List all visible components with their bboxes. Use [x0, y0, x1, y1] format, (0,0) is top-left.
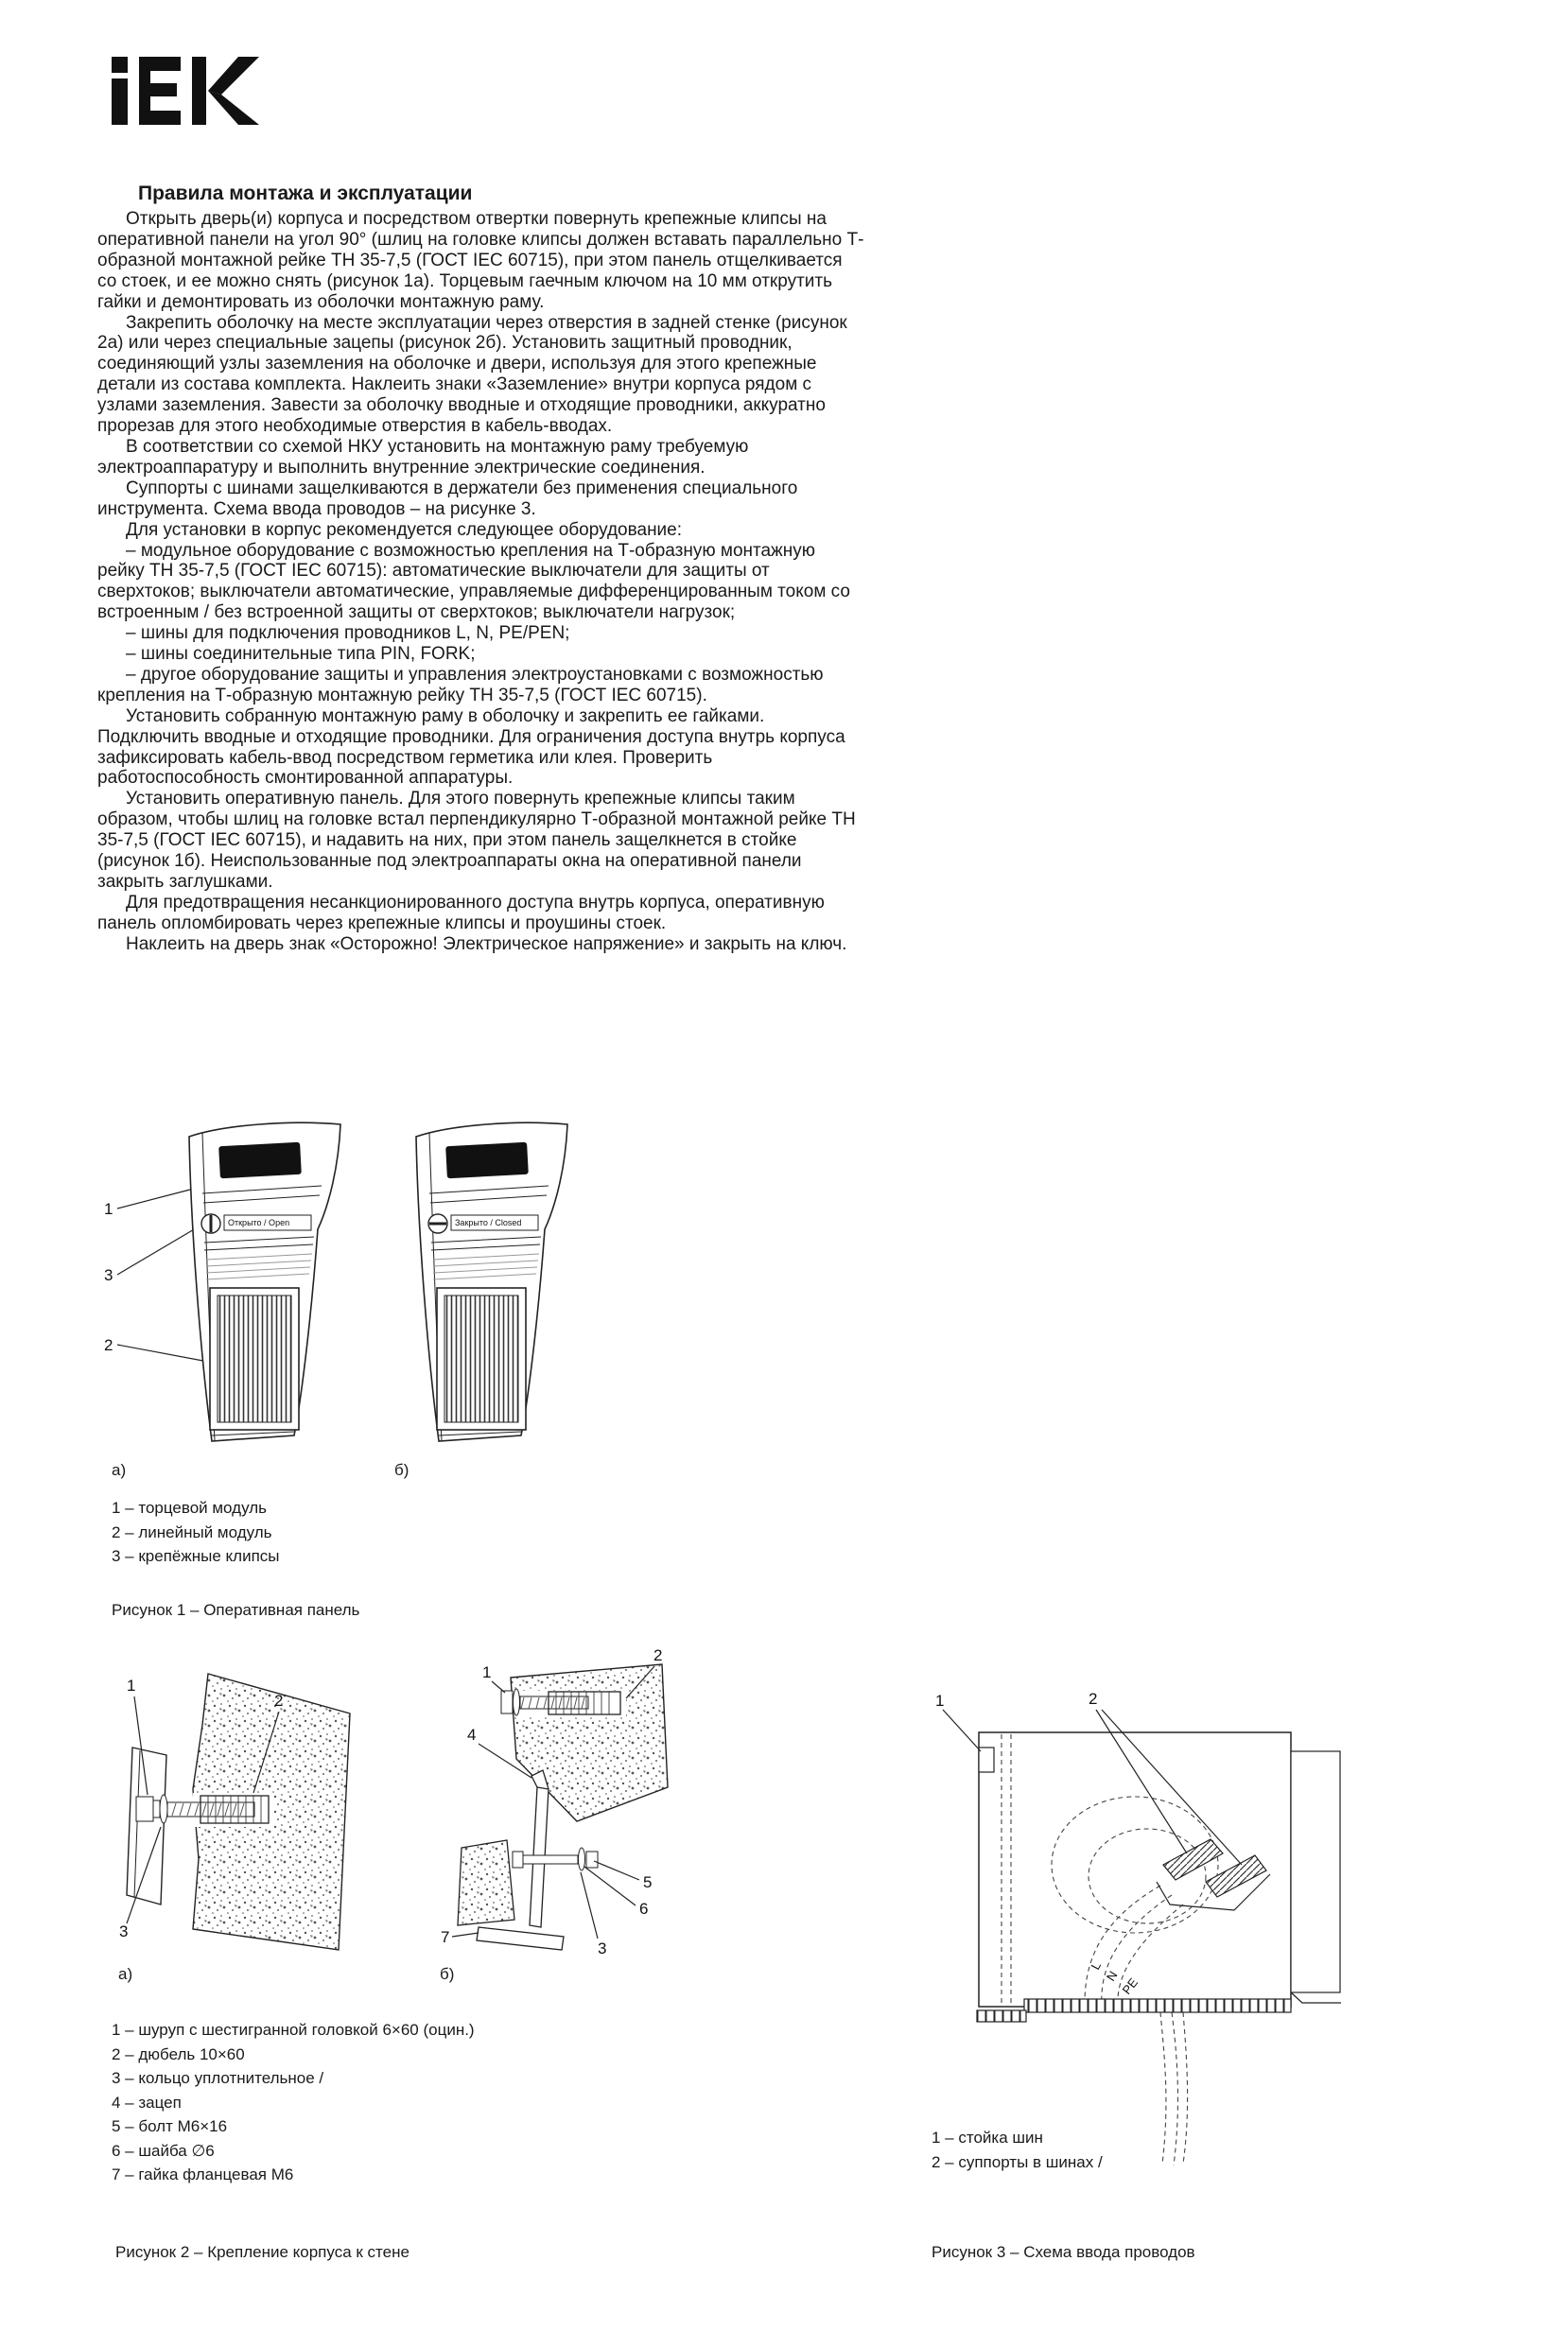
figure1-sublabel-b: б): [394, 1461, 409, 1479]
wire-label-PE: PE: [1119, 1974, 1141, 1997]
iek-logo: [106, 47, 271, 134]
panel-a-drawing: [189, 1122, 340, 1441]
hook-bracket: [530, 1770, 549, 1927]
figure2-sublabel-a: а): [118, 1965, 133, 1983]
paragraph-5: Для установки в корпус рекомендуется следующее оборудование:: [126, 519, 683, 540]
figure2b-callout-6: 6: [639, 1900, 649, 1918]
paragraph-1: Открыть дверь(и) корпуса и посредством отвертки повернуть крепежные клипсы на оперативной панели на угол 90° (шлиц на головке клипсы должен вставать параллельно Т-образной монтажной рейке ТН 35-7,5 (ГОСТ IEC 60715), при этом панель отщелкивается со стоек, и ее можно снять (рисунок 1а). Торцевым гаечным ключом на 10 мм открутить гайки и демонтировать из оболочки монтажную раму.: [97, 209, 864, 312]
cable-entry-comb: [1024, 1999, 1291, 2012]
figure3-legend: [932, 2126, 1103, 2174]
figure2a-wall-mount-drawing: [106, 1657, 361, 1971]
body-text: [97, 209, 865, 955]
wire-label-N: N: [1103, 1968, 1121, 1984]
figure2b-hook-mount-drawing: [424, 1644, 674, 1970]
paragraph-7: – шины для подключения проводников L, N, PE/PEN;: [126, 623, 570, 644]
legend-item: 2 – дюбель 10×60: [112, 2044, 245, 2063]
figure2a-callout-3: 3: [119, 1922, 129, 1940]
wall-section-lower: [458, 1840, 514, 1925]
figure2-legend: [112, 2018, 475, 2187]
panel-a-logo-plate: [218, 1142, 302, 1178]
figure2b-callout-2: 2: [653, 1646, 663, 1664]
enclosure-flange: [477, 1927, 564, 1950]
legend-item: 2 – суппорты в шинах /: [932, 2152, 1103, 2171]
figure2b-callout-1: 1: [482, 1663, 492, 1681]
figure1-callout-2: 2: [104, 1336, 113, 1354]
figure2-caption: Рисунок 2 – Крепление корпуса к стене: [115, 2243, 409, 2261]
figure2b-callout-5: 5: [643, 1873, 653, 1891]
legend-item: 2 – линейный модуль: [112, 1522, 272, 1541]
panel-b-drawing: [416, 1122, 567, 1441]
paragraph-3: В соответствии со схемой НКУ установить на монтажную раму требуемую электроаппаратуру и выполнить внутренние электрические соединения.: [97, 436, 749, 478]
figure1-legend: [112, 1496, 280, 1569]
bus-stand: [979, 1748, 994, 1772]
figure2-sublabel-b: б): [440, 1965, 455, 1983]
figure2b-callout-4: 4: [467, 1726, 477, 1744]
panel-b-clip-label: Закрыто / Closed: [455, 1218, 522, 1227]
figure3-caption: Рисунок 3 – Схема ввода проводов: [932, 2243, 1195, 2261]
legend-item: 3 – крепёжные клипсы: [112, 1547, 280, 1565]
legend-item: 4 – зацеп: [112, 2093, 182, 2112]
legend-item: 1 – шуруп с шестигранной головкой 6×60 (оцин.): [112, 2021, 475, 2039]
iek-logo-glyphs: [112, 57, 259, 125]
legend-item: 5 – болт М6×16: [112, 2117, 228, 2135]
figure3-callout-2: 2: [1089, 1690, 1098, 1708]
paragraph-11: Установить оперативную панель. Для этого повернуть крепежные клипсы таким образом, чтобы шлиц на головке встал перпендикулярно Т-образной монтажной рейке ТН 35-7,5 (ГОСТ IEC 60715), и надавить на них, при этом панель защелкнется в стойке (рисунок 1б). Неиспользованные под электроаппараты окна на оперативной панели закрыть заглушками.: [97, 789, 856, 892]
figure1-operative-panel-drawing: [93, 1114, 608, 1456]
legend-item: 3 – кольцо уплотнительное /: [112, 2069, 324, 2087]
paragraph-12: Для предотвращения несанкционированного доступа внутрь корпуса, оперативную панель опломбировать через крепежные клипсы и проушины стоек.: [97, 892, 825, 933]
figure2b-callout-3: 3: [598, 1939, 607, 1957]
wire-label-L: L: [1088, 1958, 1105, 1973]
cable-entry-comb-left: [977, 2010, 1026, 2022]
paragraph-2: Закрепить оболочку на месте эксплуатации через отверстия в задней стенке (рисунок 2а) или через специальные зацепы (рисунок 2б). Установить защитный проводник, соединяющий узлы заземления на оболочке и двери, используя для этого крепежные детали из состава комплекта. Наклеить знаки «Заземление» внутри корпуса рядом с узлами заземления. Завести за оболочку вводные и отходящие проводники, аккуратно прорезав для этого необходимые отверстия в кабель-вводах.: [97, 312, 847, 437]
wall-section: [511, 1664, 668, 1821]
figure1-callout-3: 3: [104, 1266, 113, 1284]
figure3-wire-entry-drawing: [922, 1685, 1362, 2184]
figure2a-callout-2: 2: [274, 1692, 284, 1710]
paragraph-6: – модульное оборудование с возможностью крепления на Т-образную монтажную рейку ТН 35-7,5 (ГОСТ IEC 60715): автоматические выключатели для защиты от сверхтоков; выключатели автоматические, управляемые дифференцированным током со встроенным / без встроенной защиты от сверхтоков; выключатели нагрузок;: [97, 540, 850, 623]
legend-item: 1 – торцевой модуль: [112, 1499, 267, 1517]
figure2b-callout-7: 7: [441, 1928, 450, 1946]
figure3-callout-1: 1: [935, 1692, 945, 1710]
paragraph-9: – другое оборудование защиты и управления электроустановками с возможностью крепления на Т-образную монтажную рейку ТН 35-7,5 (ГОСТ IEC 60715).: [97, 664, 824, 705]
figure2a-callout-1: 1: [127, 1677, 136, 1695]
enclosure-back-wall: [127, 1748, 166, 1904]
panel-b-logo-plate: [445, 1142, 529, 1178]
paragraph-13: Наклеить на дверь знак «Осторожно! Электрическое напряжение» и закрыть на ключ.: [126, 933, 847, 954]
page-title: Правила монтажа и эксплуатации: [138, 183, 473, 204]
enclosure-side-panel: [1291, 1751, 1340, 1992]
figure1-caption: Рисунок 1 – Оперативная панель: [112, 1601, 360, 1619]
figure1-sublabel-a: а): [112, 1461, 127, 1479]
legend-item: 1 – стойка шин: [932, 2129, 1043, 2147]
panel-a-logo: iEK: [243, 1150, 277, 1173]
panel-a-clip-label: Открыто / Open: [228, 1218, 290, 1227]
legend-item: 7 – гайка фланцевая М6: [112, 2165, 294, 2183]
paragraph-8: – шины соединительные типа PIN, FORK;: [126, 644, 476, 665]
paragraph-4: Суппорты с шинами защелкиваются в держатели без применения специального инструмента. Схема ввода проводов – на рисунке 3.: [97, 478, 798, 519]
figure1-callout-1: 1: [104, 1200, 113, 1218]
paragraph-10: Установить собранную монтажную раму в оболочку и закрепить ее гайками. Подключить вводные и отходящие проводники. Для ограничения доступа внутрь корпуса зафиксировать кабель-ввод посредством герметика или клея. Проверить работоспособность смонтированной аппаратуры.: [97, 705, 845, 789]
panel-b-logo: iEK: [470, 1150, 504, 1173]
legend-item: 6 – шайба ∅6: [112, 2141, 215, 2160]
